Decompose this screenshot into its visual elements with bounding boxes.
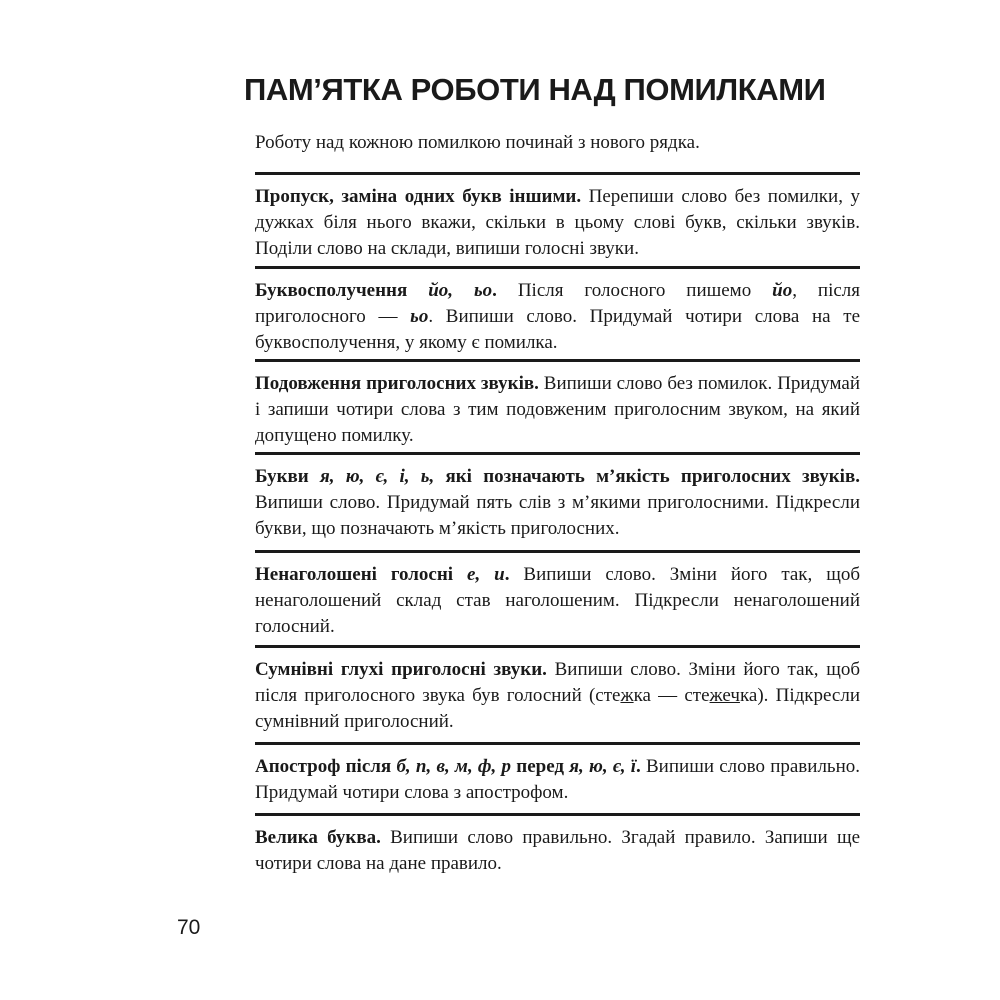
divider [255, 266, 860, 269]
section-text [255, 464, 860, 542]
intro-text: Роботу над кожною помилкою починай з нового рядка. [255, 132, 700, 153]
section-heading: Буквосполучення йо, ьо. [255, 280, 497, 301]
section-body: Випиши слово. Придумай пять слів з м’якими приголосними. Підкресли букви, що позначають м’якість приголосних. [255, 492, 860, 539]
section-body: Перепиши слово без помилки, у дужках біля нього вкажи, скільки в цьому слові букв, скільки звуків. Поділи слово на склади, випиши голосні звуки. [255, 186, 860, 259]
section-unstressed-vowels [255, 550, 860, 640]
divider [255, 452, 860, 455]
section-text [255, 657, 860, 735]
section-body: Випиши слово без помилок. Придумай і запиши чотири слова з тим подовженим приголосним звуком, на який допущено помилку. [255, 373, 860, 446]
section-heading: Сумнівні глухі приголосні звуки. [255, 659, 547, 680]
section-heading: Велика буква. [255, 827, 381, 848]
section-text [255, 184, 860, 262]
divider [255, 645, 860, 648]
section-apostrophe [255, 742, 860, 806]
page-number: 70 [177, 916, 201, 939]
section-text [255, 371, 860, 449]
section-body: Після голосного пишемо йо, після приголосного — ьо. Випиши слово. Придумай чотири слова на те буквосполучення, у якому є помилка. [255, 280, 861, 353]
section-text [255, 278, 860, 356]
section-omission [255, 172, 860, 262]
section-capital-letter [255, 813, 860, 877]
section-heading: Ненаголошені голосні е, и. [255, 564, 510, 585]
divider [255, 742, 860, 745]
section-heading: Букви я, ю, є, і, ь, які позначають м’якість приголосних звуків. [255, 466, 860, 487]
divider [255, 813, 860, 816]
divider [255, 550, 860, 553]
section-letter-combinations [255, 266, 860, 356]
section-heading: Подовження приголосних звуків. [255, 373, 539, 394]
section-softness-letters [255, 452, 860, 542]
divider [255, 359, 860, 362]
section-heading: Пропуск, заміна одних букв іншими. [255, 186, 582, 207]
section-text [255, 562, 860, 640]
section-body: Випиши слово. Зміни його так, щоб після приголосного звука був голосний (стежка — стежечка). Підкресли сумнівний приголосний. [255, 659, 860, 732]
section-body: Випиши слово правильно. Згадай правило. Запиши ще чотири слова на дане правило. [255, 827, 861, 874]
section-heading: Апостроф після б, п, в, м, ф, р перед я, ю, є, ї. [255, 756, 641, 777]
page-title: ПАМ’ЯТКА РОБОТИ НАД ПОМИЛКАМИ [244, 72, 826, 107]
section-voiceless-consonants [255, 645, 860, 735]
section-body: Випиши слово правильно. Придумай чотири слова з апострофом. [255, 756, 861, 803]
section-text [255, 754, 860, 806]
divider [255, 172, 860, 175]
section-consonant-lengthening [255, 359, 860, 449]
section-text [255, 825, 860, 877]
section-body: Випиши слово. Зміни його так, щоб ненаголошений склад став наголошеним. Підкресли ненаголошений голосний. [255, 564, 861, 637]
